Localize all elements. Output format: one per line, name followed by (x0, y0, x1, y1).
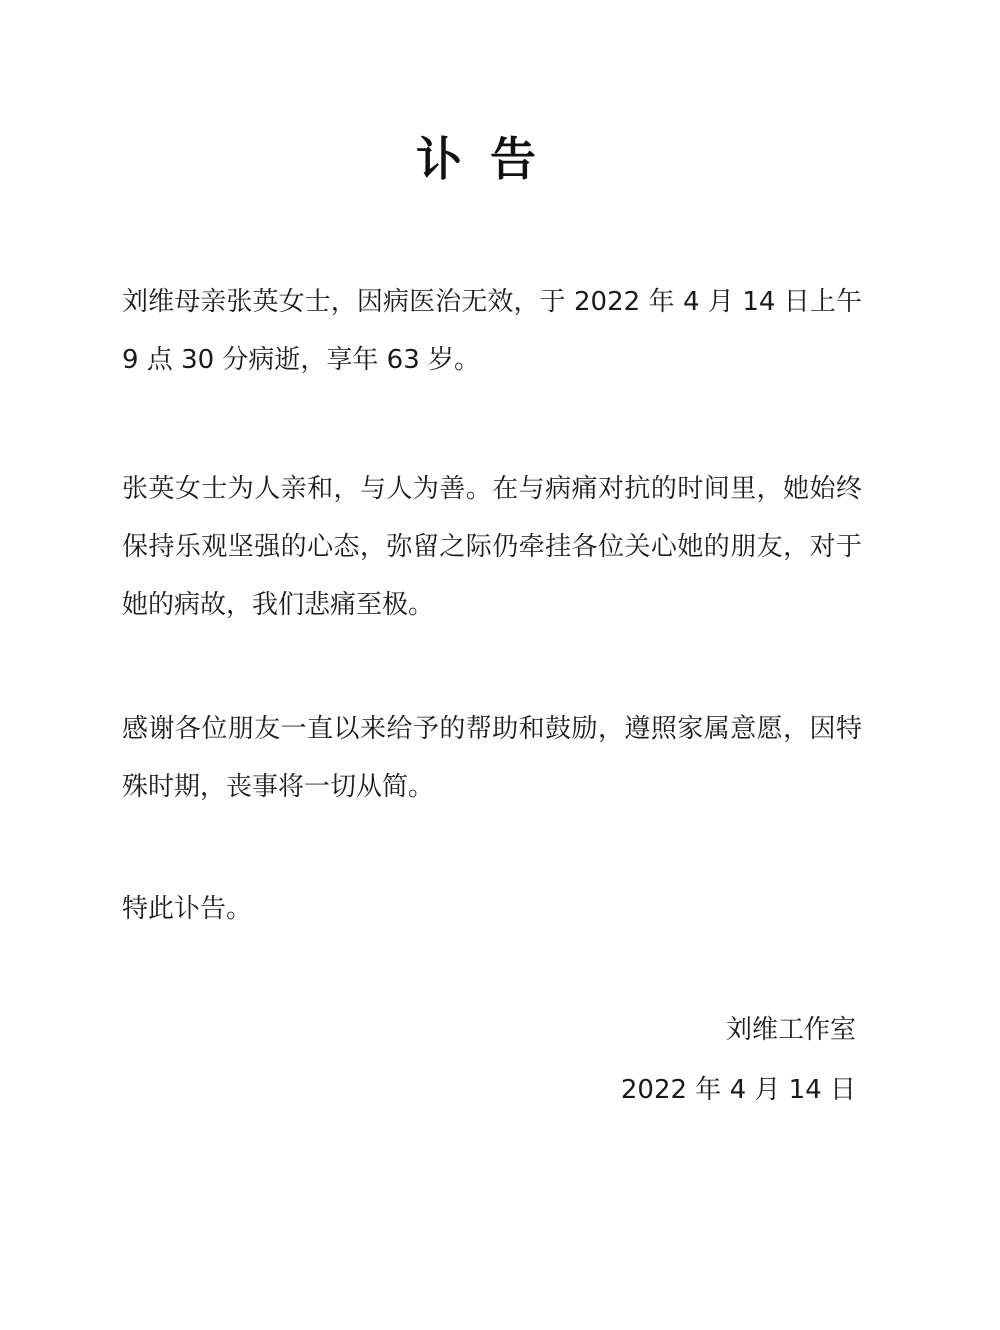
signature-date: 2022 年 4 月 14 日 (620, 1075, 856, 1105)
paragraph-tribute: 张英女士为人亲和，与人为善。在与病痛对抗的时间里，她始终保持乐观坚强的心态，弥留之际仍牵挂各位关心她的朋友，对于她的病故，我们悲痛至极。 (122, 474, 862, 620)
paragraph-closing: 特此讣告。 (122, 894, 253, 924)
signature-organization: 刘维工作室 (725, 1015, 856, 1045)
paragraph-thanks: 感谢各位朋友一直以来给予的帮助和鼓励，遵照家属意愿，因特殊时期，丧事将一切从简。 (122, 714, 862, 802)
paragraph-announcement: 刘维母亲张英女士，因病医治无效，于 2022 年 4 月 14 日上午 9 点 30 分病逝，享年 63 岁。 (122, 287, 862, 375)
page-title: 讣告 (416, 132, 564, 186)
